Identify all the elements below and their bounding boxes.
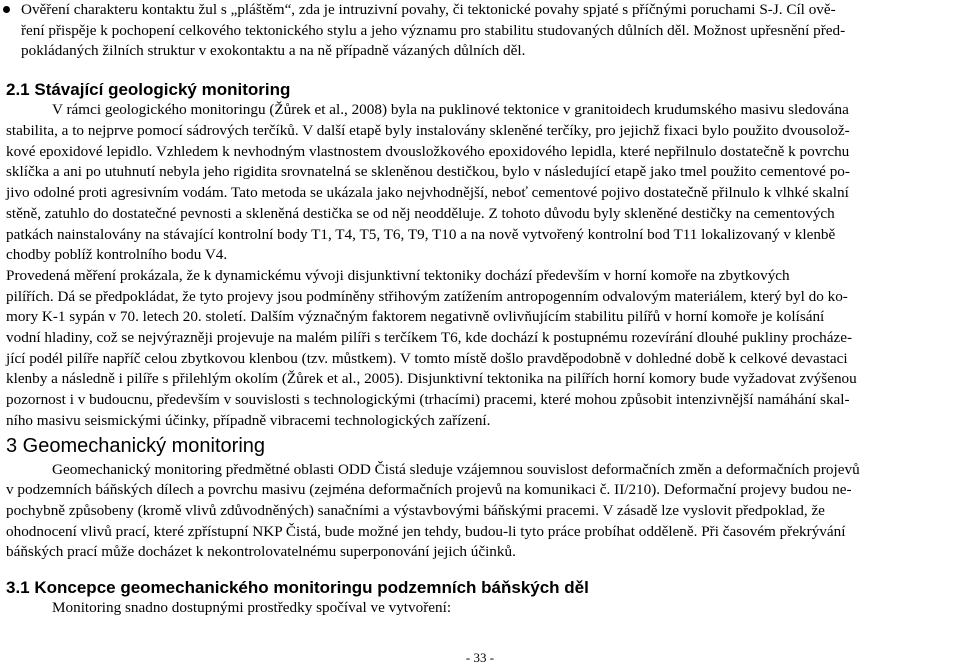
paragraph-line: V rámci geologického monitoringu (Žůrek et al., 2008) byla na puklinové tektonice v granitoidech krudumského masivu sledována — [52, 101, 849, 118]
paragraph-line: jící podél pilíře napříč celou zbytkovou klenbou (tzv. můstkem). V tomto místě došlo pravděpodobně v dohledné době k celkové devastaci — [6, 350, 848, 367]
paragraph-line: Monitoring snadno dostupnými prostředky spočíval ve vytvoření: — [52, 599, 452, 616]
paragraph-line: Provedená měření prokázala, že k dynamickému vývoji disjunktivní tektoniky dochází především v horní komoře na zbytkových — [6, 267, 790, 284]
bullet-icon — [3, 6, 10, 13]
page-number: - 33 - — [465, 650, 495, 665]
paragraph-line: chodby poblíž kontrolního bodu V4. — [6, 246, 228, 263]
paragraph-line: v podzemních báňských dílech a povrchu masivu (zejména deformačních projevů na komunikaci č. II/210). Deformační projevy budou ne- — [6, 481, 852, 498]
bullet-line-2: ření přispěje k pochopení celkového tektonického stylu a jeho významu pro stabilitu studovaných důlních děl. Možnost upřesnění před- — [21, 22, 846, 39]
paragraph-line: stabilita, a to nejprve pomocí sádrových terčíků. V další etapě byly instalovány skleněné terčíky, pro jejichž fixaci bylo použito dvousolož- — [6, 122, 850, 139]
paragraph-line: mory K-1 sypán v 70. letech 20. století. Dalším význačným faktorem negativně ovlivňujícím stabilitu pilířů v horní komoře je kolísání — [6, 308, 825, 325]
paragraph-line: ního masivu seismickými účinky, případně vibracemi technologických zařízení. — [6, 412, 491, 429]
bullet-line-3: pokládaných žilních struktur v exokontaktu a na ně případně vázaných důlních děl. — [21, 42, 526, 59]
section-heading-2-1: 2.1 Stávající geologický monitoring — [6, 80, 291, 99]
paragraph-line: pochybně způsobeny (kromě vlivů zdůvodněných) sanačními a výstavbovými báňskými pracemi. V zásadě lze vyslovit předpoklad, že — [6, 502, 825, 519]
paragraph-line: sklíčka a ani po utuhnutí nebyla jeho rigidita srovnatelná se skleněnou destičkou, bylo v následující etapě jako tmel použito cementové po- — [6, 163, 850, 180]
paragraph-line: pilířích. Dá se předpokládat, že tyto projevy jsou podmíněny střihovým zatížením antropogenním odvalovým materiálem, který byl do ko- — [6, 288, 848, 305]
section-heading-3: 3 Geomechanický monitoring — [6, 435, 266, 457]
bullet-line-1: Ověření charakteru kontaktu žul s „pláštěm“, zda je intruzivní povahy, či tektonické povahy spjaté s příčnými poruchami S-J. Cíl ově- — [21, 1, 836, 18]
paragraph-line: jivo odolné proti agresivním vodám. Tato metoda se ukázala jako nejvhodnější, neboť cementové pojivo dostatečně přilnulo k vlhké skalní — [6, 184, 849, 201]
paragraph-line: patkách nainstalovány na stávající kontrolní body T1, T4, T5, T6, T9, T10 a na nově vytvořený kontrolní bod T11 lokalizovaný v klenbě — [6, 226, 836, 243]
paragraph-line: báňských prací může docházet k nekontrolovatelnému superponování jejich účinků. — [6, 543, 516, 560]
paragraph-line: klenby a následně i pilíře s přilehlým okolím (Žůrek et al., 2005). Disjunktivní tektonika na pilířích horní komory bude vyžadovat zvýšenou — [6, 370, 857, 387]
section-heading-3-1: 3.1 Koncepce geomechanického monitoringu podzemních báňských děl — [6, 578, 589, 597]
paragraph-line: ohodnocení vlivů prací, které zpřístupní NKP Čistá, bude možné jen tehdy, budou-li tyto práce probíhat odděleně. Při časovém překrývání — [6, 523, 846, 540]
paragraph-line: kové epoxidové lepidlo. Vzhledem k nevhodným vlastnostem dvousložkového epoxidového lepidla, které nepřilnulo dostatečně k povrchu — [6, 143, 850, 160]
paragraph-line: stěně, zatuhlo do dostatečné pevnosti a skleněná destička se od něj neodděluje. Z tohoto důvodu byly skleněné destičky na cementových — [6, 205, 835, 222]
paragraph-line: vodní hladiny, což se nejvýrazněji projevuje na malém pilíři s terčíkem T6, kde dochází k postupnému rozevírání dlouhé pukliny procháze- — [6, 329, 853, 346]
paragraph-line: Geomechanický monitoring předmětné oblasti ODD Čistá sleduje vzájemnou souvislost deformačních změn a deformačních projevů — [52, 461, 860, 478]
paragraph-line: pozornost i v budoucnu, především v souvislosti s technologickými (trhacími) pracemi, které mohou způsobit intenzivnější namáhání skal- — [6, 391, 850, 408]
